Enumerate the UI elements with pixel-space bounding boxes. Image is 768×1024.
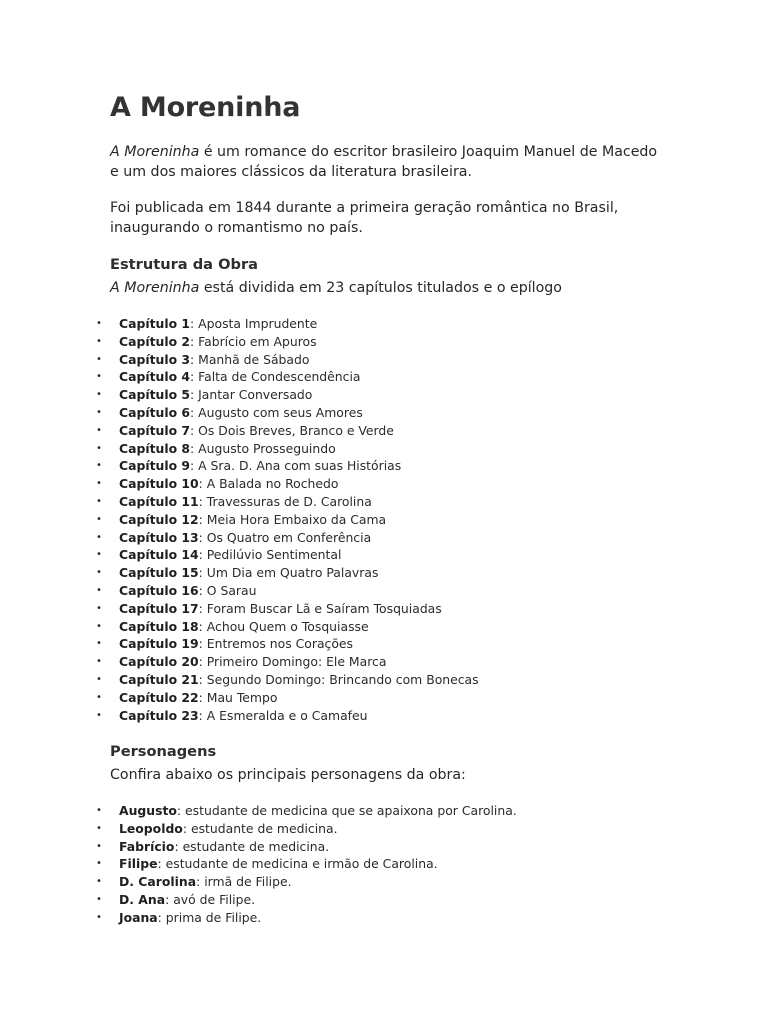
character-item-description: prima de Filipe. (165, 909, 262, 925)
chapter-item-label: Capítulo 9 (119, 458, 191, 474)
chapter-item-label: Capítulo 17 (119, 600, 199, 616)
chapter-item-description: Augusto com seus Amores (198, 404, 363, 420)
bullet-icon: • (96, 876, 102, 888)
separator: : (157, 909, 166, 925)
separator: : (190, 333, 199, 349)
bullet-icon: • (96, 858, 102, 870)
page-title: A Moreninha (110, 92, 301, 123)
chapter-item-description: Manhã de Sábado (198, 351, 310, 367)
bullet-icon: • (96, 638, 102, 650)
chapter-item-label: Capítulo 15 (119, 565, 199, 581)
separator: : (198, 689, 207, 705)
characters-intro: Confira abaixo os principais personagens da obra: (110, 767, 466, 783)
separator: : (157, 856, 166, 872)
separator: : (198, 671, 207, 687)
separator: : (190, 369, 199, 385)
chapter-item-label: Capítulo 3 (119, 351, 191, 367)
character-item-description: estudante de medicina. (190, 820, 338, 836)
chapter-item-text (119, 440, 336, 458)
chapter-item-label: Capítulo 4 (119, 369, 191, 385)
character-item-text (119, 820, 338, 838)
chapter-item-description: Segundo Domingo: Brincando com Bonecas (206, 671, 479, 687)
bullet-icon: • (96, 371, 102, 383)
chapter-item-description: Os Quatro em Conferência (206, 529, 372, 545)
chapter-item-description: A Sra. D. Ana com suas Histórias (198, 458, 402, 474)
bullet-icon: • (96, 822, 102, 834)
bullet-icon: • (96, 584, 102, 596)
character-item-description: irmã de Filipe. (204, 874, 292, 890)
bullet-icon: • (96, 805, 102, 816)
character-item-text (119, 838, 329, 856)
character-item-label: Joana (119, 909, 158, 925)
chapter-item-label: Capítulo 6 (119, 404, 191, 420)
characters-heading: Personagens (110, 743, 217, 760)
chapter-item-text (119, 600, 442, 618)
chapter-item-label: Capítulo 19 (119, 636, 199, 652)
chapter-item-description: Um Dia em Quatro Palavras (206, 565, 379, 581)
chapter-item-description: O Sarau (206, 582, 257, 598)
intro-book-title: A Moreninha (110, 144, 200, 160)
chapter-item-description: Augusto Prosseguindo (198, 440, 336, 456)
character-item-label: D. Carolina (119, 874, 197, 890)
chapter-item-text (119, 582, 256, 600)
chapter-item-text (119, 564, 378, 582)
chapter-item-label: Capítulo 2 (119, 333, 191, 349)
bullet-icon: • (96, 353, 102, 365)
chapter-item-label: Capítulo 18 (119, 618, 199, 634)
chapter-item-label: Capítulo 23 (119, 707, 199, 723)
chapter-item-label: Capítulo 5 (119, 387, 191, 403)
separator: : (198, 547, 207, 563)
separator: : (198, 618, 207, 634)
bullet-icon: • (96, 602, 102, 614)
chapter-item-description: Jantar Conversado (198, 387, 313, 403)
separator: : (190, 316, 199, 331)
intro-paragraph (110, 142, 670, 182)
chapter-item-label: Capítulo 13 (119, 529, 199, 545)
character-item-label: Augusto (119, 803, 177, 818)
bullet-icon: • (96, 389, 102, 401)
character-item-label: Leopoldo (119, 820, 183, 836)
bullet-icon: • (96, 513, 102, 525)
separator: : (198, 654, 207, 670)
chapter-item-text (119, 707, 368, 725)
bullet-icon: • (96, 620, 102, 632)
chapter-item-text (119, 386, 312, 404)
publication-paragraph: Foi publicada em 1844 durante a primeira geração romântica no Brasil, inaugurando o romantismo no país. (110, 200, 619, 236)
chapter-item-label: Capítulo 10 (119, 476, 199, 492)
structure-heading: Estrutura da Obra (110, 256, 258, 273)
chapter-item-text (119, 618, 369, 636)
separator: : (198, 600, 207, 616)
chapter-item-description: Mau Tempo (206, 689, 278, 705)
structure-book-title: A Moreninha (110, 280, 200, 296)
bullet-icon: • (96, 656, 102, 668)
separator: : (174, 838, 183, 854)
bullet-icon: • (96, 567, 102, 579)
chapter-item-text (119, 422, 394, 440)
chapter-item-text (119, 635, 353, 653)
bullet-icon: • (96, 478, 102, 490)
bullet-icon: • (96, 406, 102, 418)
chapter-item-description: Aposta Imprudente (198, 316, 318, 331)
separator: : (198, 476, 207, 492)
character-item-label: D. Ana (119, 891, 166, 907)
chapter-item-label: Capítulo 20 (119, 654, 199, 670)
separator: : (165, 891, 174, 907)
chapter-item-description: Fabrício em Apuros (198, 333, 317, 349)
chapter-item-label: Capítulo 8 (119, 440, 191, 456)
chapter-item-description: Achou Quem o Tosquiasse (206, 618, 369, 634)
character-item-description: avó de Filipe. (173, 891, 256, 907)
separator: : (198, 511, 207, 527)
separator: : (198, 636, 207, 652)
chapter-item-label: Capítulo 11 (119, 493, 199, 509)
chapter-item-text (119, 493, 372, 511)
character-item-label: Fabrício (119, 838, 175, 854)
chapter-item-label: Capítulo 1 (119, 316, 191, 331)
chapter-item-description: Pedilúvio Sentimental (206, 547, 342, 563)
bullet-icon: • (96, 549, 102, 561)
bullet-icon: • (96, 691, 102, 703)
chapter-item-text (119, 653, 386, 671)
separator: : (190, 387, 199, 403)
separator: : (190, 422, 199, 438)
bullet-icon: • (96, 911, 102, 923)
separator: : (198, 707, 207, 723)
chapter-item-label: Capítulo 21 (119, 671, 199, 687)
bullet-icon: • (96, 840, 102, 852)
character-item-label: Filipe (119, 856, 158, 872)
chapter-item-description: Os Dois Breves, Branco e Verde (198, 422, 394, 438)
chapter-item-label: Capítulo 12 (119, 511, 199, 527)
character-item-text (119, 909, 261, 927)
separator: : (198, 493, 207, 509)
chapter-item-text (119, 404, 363, 422)
chapter-item-text (119, 529, 371, 547)
chapter-item-description: Travessuras de D. Carolina (206, 493, 372, 509)
chapter-item-description: Foram Buscar Lã e Saíram Tosquiadas (206, 600, 442, 616)
bullet-icon: • (96, 335, 102, 347)
chapter-item-description: Meia Hora Embaixo da Cama (206, 511, 387, 527)
structure-text: está dividida em 23 capítulos titulados e o epílogo (199, 280, 562, 296)
chapter-item-description: A Balada no Rochedo (206, 476, 339, 492)
separator: : (190, 404, 199, 420)
chapter-item-text (119, 457, 401, 475)
chapter-item-text (119, 315, 317, 333)
separator: : (190, 351, 199, 367)
separator: : (198, 582, 207, 598)
chapter-item-text (119, 351, 309, 369)
chapter-item-description: Entremos nos Corações (206, 636, 354, 652)
character-item-description: estudante de medicina e irmão de Carolina. (165, 856, 438, 872)
chapter-item-text (119, 689, 277, 707)
separator: : (196, 874, 205, 890)
bullet-icon: • (96, 424, 102, 436)
chapter-item-text (119, 333, 317, 351)
chapter-item-text (119, 671, 479, 689)
chapter-item-label: Capítulo 14 (119, 547, 199, 563)
chapter-item-description: Primeiro Domingo: Ele Marca (206, 654, 387, 670)
intro-text: é um romance do escritor brasileiro Joaquim Manuel de Macedo e um dos maiores clássicos da literatura brasileira. (110, 144, 658, 180)
separator: : (190, 440, 199, 456)
bullet-icon: • (96, 709, 102, 721)
chapter-item-label: Capítulo 7 (119, 422, 191, 438)
structure-paragraph (110, 278, 670, 298)
chapter-item-description: Falta de Condescendência (198, 369, 361, 385)
separator: : (176, 803, 186, 818)
character-item-description: estudante de medicina que se apaixona por Carolina. (185, 803, 517, 818)
separator: : (198, 529, 207, 545)
bullet-icon: • (96, 893, 102, 905)
chapter-item-label: Capítulo 16 (119, 582, 199, 598)
bullet-icon: • (96, 673, 102, 685)
bullet-icon: • (96, 442, 102, 454)
character-item-text (119, 873, 292, 891)
separator: : (190, 458, 199, 474)
chapter-item-text (119, 475, 338, 493)
character-item-text (119, 891, 255, 909)
character-item-description: estudante de medicina. (182, 838, 330, 854)
character-item-text (119, 855, 438, 873)
chapter-item-text (119, 511, 386, 529)
separator: : (198, 565, 207, 581)
bullet-icon: • (96, 531, 102, 543)
bullet-icon: • (96, 495, 102, 507)
chapter-item-description: A Esmeralda e o Camafeu (206, 707, 368, 723)
bullet-icon: • (96, 318, 102, 329)
chapter-item-label: Capítulo 22 (119, 689, 199, 705)
bullet-icon: • (96, 460, 102, 472)
character-item-text (119, 802, 517, 820)
chapter-item-text (119, 368, 361, 386)
chapter-item-text (119, 546, 341, 564)
separator: : (182, 820, 191, 836)
